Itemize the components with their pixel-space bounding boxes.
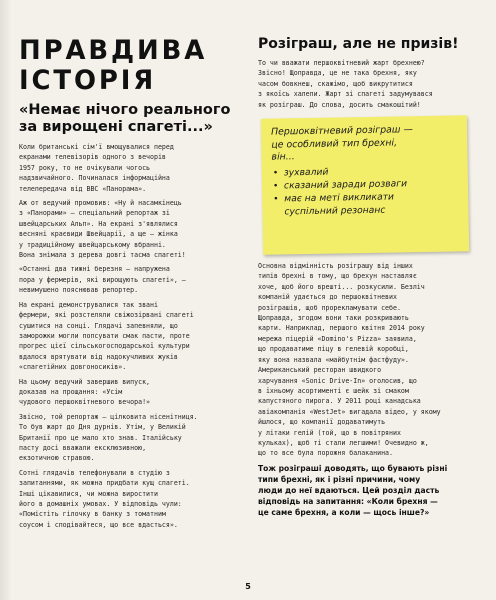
page-fold-shadow	[0, 0, 12, 600]
main-title	[19, 36, 242, 96]
left-paragraph: Аж от ведучий промовив: «Ну й насамкінець з «Панорами» — спеціальний репортаж зі швейцарських Альп». На екрані з'являлися весняні краєвиди Швейцарії, а ще — жінка у традиційному швейцарському вбранні. Вона знімала з дерева довгі тасма спагеті!	[19, 199, 186, 260]
left-paragraph: Звісно, той репортаж — цілковита нісенітниця. То був жарт до Дня дурнів. Утім, у Великій Британії про це мало хто знав. Італійську пасту досі вважали ексклюзивною, екзотичною стравою.	[19, 412, 198, 463]
main-title-line2: ІСТОРІЯ	[19, 65, 157, 96]
main-title-line1: ПРАВДИВА	[19, 35, 208, 66]
story-subtitle: «Немає нічого реального за вирощені спагеті...»	[19, 102, 231, 135]
sticky-note-item-text: зухвалий	[283, 166, 329, 178]
sticky-note-list	[272, 163, 461, 218]
page-number: 5	[245, 582, 251, 591]
left-paragraph: На цьому ведучий завершив випуск, доказав на прощання: «Усім чудового першоквітневого вечора!»	[19, 377, 151, 407]
right-paragraph: Основна відмінність розіграшу від інших типів брехні в тому, що брехун наставляє хоче, щоб його врешті... розкусили. Безліч компаній удається до першоквітневих розіграшів, щоб прорекламувати себе. Щоправда, згодом вони таки розкривають карти. Наприклад, першого квітня 2014 року мережа піцерій «Domino's Pizza» заявила, що продаватиме піцу в гелевій коробці, яку вона назвала «майбутнім фастфуду». Американський ресторан швидкого харчування «Sonic Drive-In» оголосив, що в їхньому асортименті є шейк зі смаком капустяного пирога. У 2011 році канадська авіакомпанія «WestJet» вигадала відео, у якому йшлося, що компанії додаватимуть у літаки гелій (той, що в повітряних кульках), щоб ті стали легшими! Очевидно ж, що то все була порожня балаканина.	[258, 262, 441, 458]
closing-paragraph: Тож розіграші доводять, що бувають різні типи брехні, як і різні причини, чому люди до неї вдаються. Цей розділ дасть відповідь на запитання: «Коли брехня — це саме брехня, а коли — щось інше?»	[258, 463, 448, 517]
left-paragraph: «Останні два тижні березня — напружена пора у фермерів, які вирощують спагеті», — невимушено пояснював репортер.	[19, 265, 186, 295]
left-paragraph: Сотні глядачів телефонували в студію з запитаннями, як можна придбати кущ спагеті. Інші цікавилися, чи можна виростити його в домашніх умовах. У відповідь чули: «Помістіть гілочку в банку з томатним соусом і сподівайтеся, що все вдасться».	[19, 468, 190, 529]
bullet-icon: •	[272, 167, 279, 179]
bullet-icon: •	[272, 180, 279, 192]
sticky-note-item-text: має на меті викликати суспільний резонанс	[284, 191, 395, 217]
bullet-icon: •	[273, 193, 279, 205]
sticky-note-heading: Першоквітневий розіграш — це особливий тип брехні, він...	[270, 124, 413, 163]
left-paragraph: Коли британські сім'ї вмощувалися перед екранами телевізорів одного з вечорів 1957 року, то не очікували чогось надзвичайного. Починалася інформаційна телепередача від ВВС «Панорама».	[19, 143, 174, 193]
sticky-note	[261, 115, 469, 255]
right-intro-paragraph: То чи вважати першоквітневий жарт брехнею? Звісно! Щоправда, це не така брехня, яку часом бовкнеш, скажімо, щоб викрутитися з якоїсь халепи. Жарт зі спагеті задумувався як розіграш. До слова, досить смакошітий!	[258, 59, 433, 109]
left-paragraph: На екрані демонструвалися так звані фермери, які розстеляли свіжозірвані спагеті сушитися на сонці. Глядачі запевняли, що заморожки могли попсувати смак пасти, проте прогрес цієї сільськогосподарської культури вдалося врятувати від надокучливих жуків «спагетійних довгоносиків».	[19, 300, 194, 372]
right-column	[258, 36, 476, 518]
left-column	[19, 36, 251, 534]
sticky-note-item	[272, 189, 460, 218]
section-title: Розіграш, але не призів!	[258, 36, 459, 52]
sticky-note-item-text: сказаний заради розваги	[283, 177, 408, 191]
